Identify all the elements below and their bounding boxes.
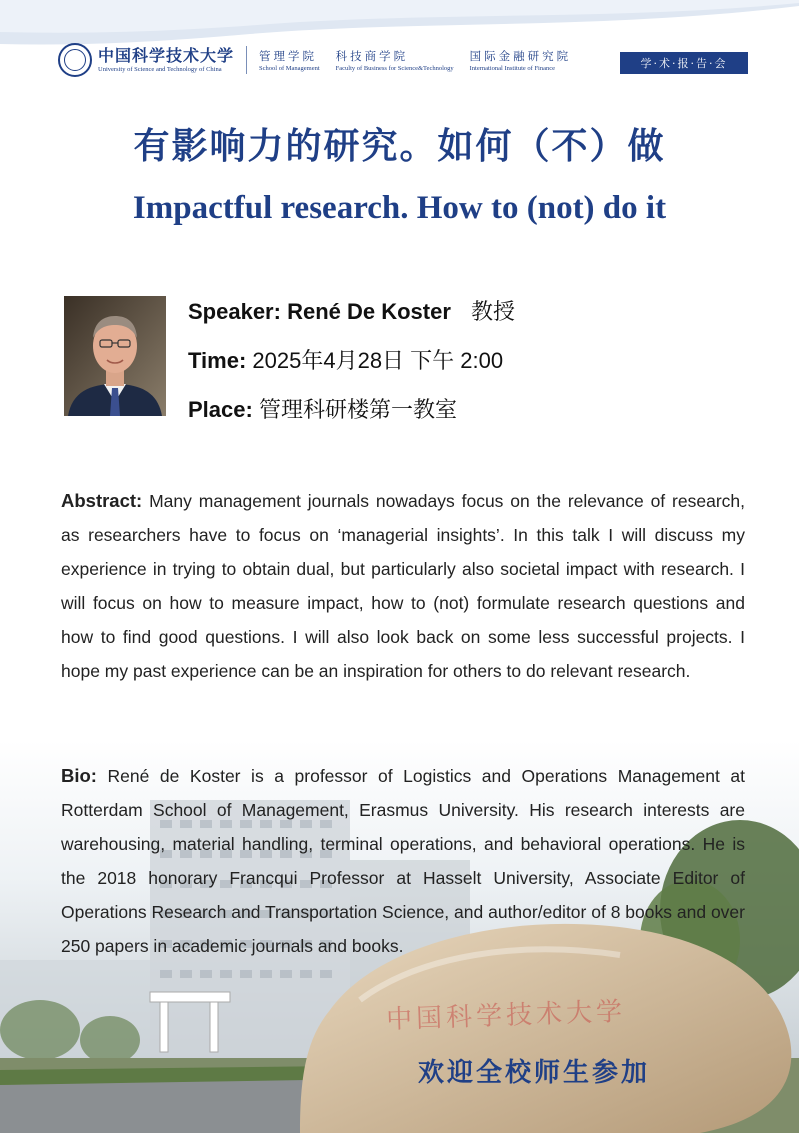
school-name-en: School of Management xyxy=(259,64,320,72)
bio-label: Bio: xyxy=(61,765,97,786)
stone-inscription: 中国科学技术大学 xyxy=(385,996,627,1036)
abstract-text: Many management journals nowadays focus on the relevance of research, as researchers have to focus on ‘managerial insights’. In this talk I will discuss my experience in trying to obtain dual, but particularly also societal impact with research. I will focus on how to measure impact, how to (not) formulate research questions and how to find good questions. I will also look back on some less successful projects. I hope my past experience can be an inspiration for others to do relevant research. xyxy=(61,491,745,681)
speaker-photo xyxy=(64,296,166,416)
school-name-en: International Institute of Finance xyxy=(469,64,556,72)
school-item xyxy=(259,48,320,73)
speaker-label: Speaker: xyxy=(188,299,281,324)
university-name-en: University of Science and Technology of China xyxy=(98,65,222,73)
title-en: Impactful research. How to (not) do it xyxy=(132,190,667,226)
school-item xyxy=(336,48,454,73)
speaker-name: René De Koster xyxy=(287,299,451,324)
speaker-line xyxy=(188,295,515,326)
abstract-paragraph xyxy=(61,484,745,688)
speaker-title: 教授 xyxy=(471,299,516,324)
bio-text: René de Koster is a professor of Logistics and Operations Management at Rotterdam School of Management, Erasmus University. His research interests are warehousing, material handling, terminal operations, and behavioral operations. He is the 2018 honorary Francqui Professor at Hasselt University, Associate Editor of Operations Research and Transportation Science, and author/editor of 8 books and over 250 papers in academic journals and books. xyxy=(61,766,745,956)
school-item xyxy=(470,48,572,73)
time-line xyxy=(188,344,503,375)
school-name-en: Faculty of Business for Science&Technology xyxy=(335,64,454,72)
title-cn: 有影响力的研究。如何（不）做 xyxy=(133,125,666,167)
abstract-label: Abstract: xyxy=(61,490,143,511)
time-label: Time: xyxy=(188,348,247,373)
time-value: 2025年4月28日 下午 2:00 xyxy=(252,348,504,373)
welcome-text: 欢迎全校师生参加 xyxy=(418,1058,651,1088)
university-name xyxy=(98,47,234,74)
school-name-cn: 管理学院 xyxy=(259,48,318,63)
place-line xyxy=(188,393,457,424)
header-divider xyxy=(246,46,247,74)
university-seal-icon xyxy=(58,43,92,77)
university-name-cn: 中国科学技术大学 xyxy=(98,45,235,65)
bio-paragraph xyxy=(61,759,745,963)
event-type-badge: 学·术·报·告·会 xyxy=(620,52,748,74)
place-value: 管理科研楼第一教室 xyxy=(258,397,457,422)
header xyxy=(58,42,748,78)
school-name-cn: 科技商学院 xyxy=(335,48,409,63)
place-label: Place: xyxy=(188,397,253,422)
school-name-cn: 国际金融研究院 xyxy=(469,48,572,63)
